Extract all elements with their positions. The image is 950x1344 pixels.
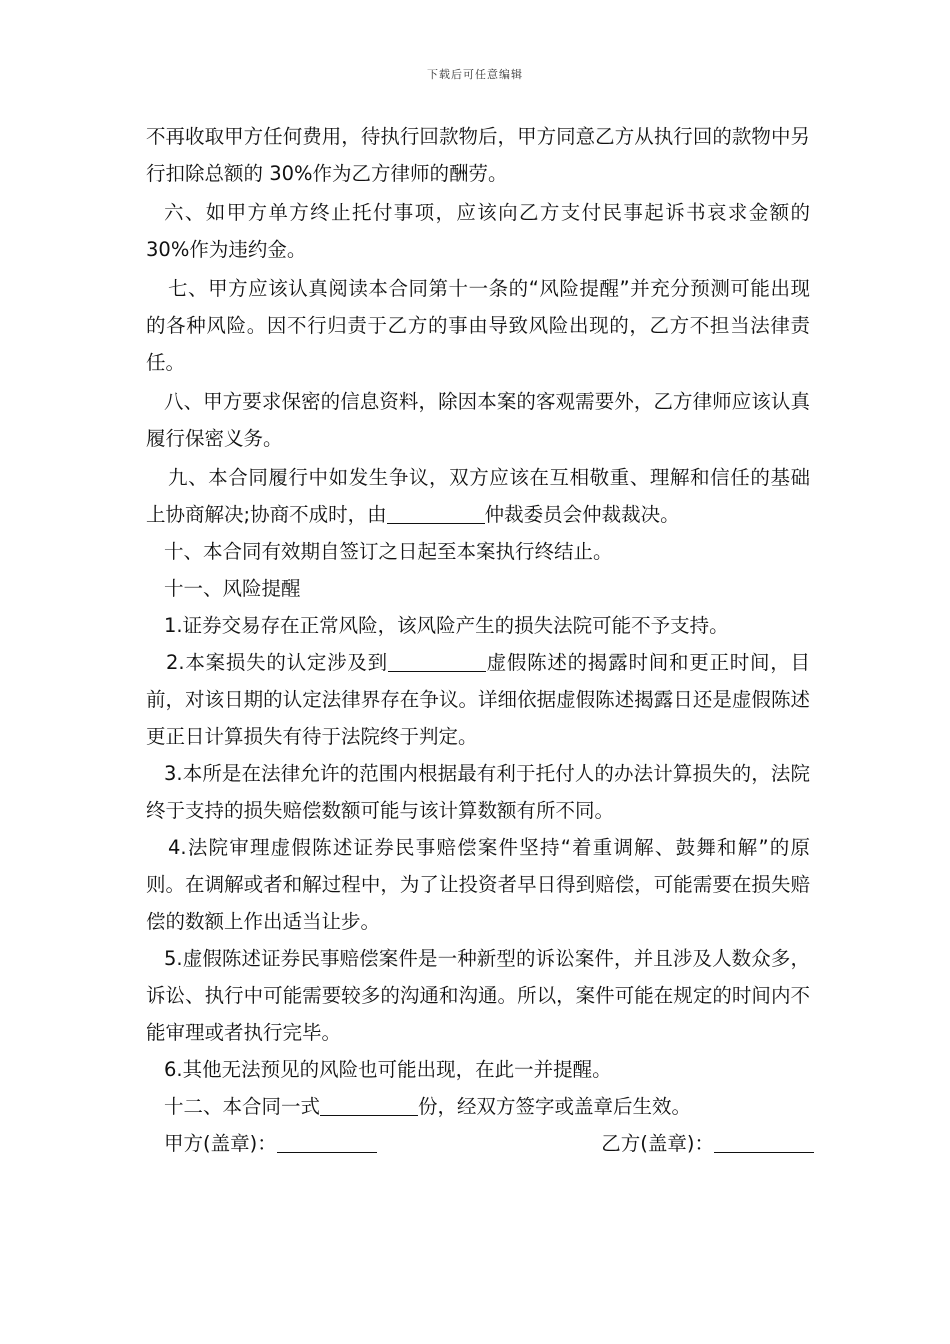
paragraph-risk-1: 1.证券交易存在正常风险，该风险产生的损失法院可能不予支持。 xyxy=(164,614,729,637)
paragraph-clause-10: 十、本合同有效期自签订之日起至本案执行终结止。 xyxy=(164,540,613,563)
party-a-signature xyxy=(164,1125,377,1162)
risk-2-text-before: 2.本案损失的认定涉及到 xyxy=(166,651,388,674)
disclosure-blank xyxy=(388,649,486,672)
paragraph-clause-12 xyxy=(146,1088,810,1125)
header-note: 下载后可任意编辑 xyxy=(427,68,523,81)
contract-body xyxy=(146,118,810,1162)
paragraph-clause-9 xyxy=(146,459,810,533)
clause-9-text-before: 九、本合同履行中如发生争议，双方应该在互相敬重、理解和信任的基础上协商解决;协商不成时，由 xyxy=(146,466,810,526)
party-b-label: 乙方(盖章)： xyxy=(601,1132,714,1155)
paragraph-risk-6: 6.其他无法预见的风险也可能出现，在此一并提醒。 xyxy=(164,1058,612,1081)
arbitration-blank xyxy=(387,501,485,524)
paragraph-fee-continuation: 不再收取甲方任何费用，待执行回款物后，甲方同意乙方从执行回的款物中另行扣除总额的 30%作为乙方律师的酬劳。 xyxy=(146,125,810,185)
paragraph-risk-2 xyxy=(146,644,810,755)
paragraph-clause-8: 八、甲方要求保密的信息资料，除因本案的客观需要外，乙方律师应该认真履行保密义务。 xyxy=(146,390,810,450)
party-b-blank xyxy=(714,1130,814,1153)
copies-blank xyxy=(320,1093,418,1116)
paragraph-clause-11-heading: 十一、风险提醒 xyxy=(164,577,301,600)
paragraph-risk-4: 4.法院审理虚假陈述证券民事赔偿案件坚持“着重调解、鼓舞和解”的原则。在调解或者和解过程中，为了让投资者早日得到赔偿，可能需要在损失赔偿的数额上作出适当让步。 xyxy=(146,836,810,933)
paragraph-clause-7: 七、甲方应该认真阅读本合同第十一条的“风险提醒”并充分预测可能出现的各种风险。因不行归责于乙方的事由导致风险出现的，乙方不担当法律责任。 xyxy=(146,277,810,374)
risk-2-text-after: 虚假陈述的揭露时间和更正时间，目前，对该日期的认定法律界存在争议。详细依据虚假陈述揭露日还是虚假陈述更正日计算损失有待于法院终于判定。 xyxy=(146,651,810,748)
paragraph-risk-5: 5.虚假陈述证券民事赔偿案件是一种新型的诉讼案件，并且涉及人数众多，诉讼、执行中可能需要较多的沟通和沟通。所以，案件可能在规定的时间内不能审理或者执行完毕。 xyxy=(146,947,810,1044)
clause-12-text-after: 份，经双方签字或盖章后生效。 xyxy=(418,1095,692,1118)
party-a-label: 甲方(盖章)： xyxy=(164,1132,277,1155)
party-a-blank xyxy=(277,1130,377,1153)
clause-12-text-before: 十二、本合同一式 xyxy=(164,1095,321,1118)
signature-row xyxy=(146,1125,814,1162)
paragraph-clause-6: 六、如甲方单方终止托付事项，应该向乙方支付民事起诉书哀求金额的 30%作为违约金。 xyxy=(146,201,810,261)
party-b-signature xyxy=(601,1125,814,1162)
clause-9-text-after: 仲裁委员会仲裁裁决。 xyxy=(484,503,680,526)
paragraph-risk-3: 3.本所是在法律允许的范围内根据最有利于托付人的办法计算损失的，法院终于支持的损失赔偿数额可能与该计算数额有所不同。 xyxy=(146,762,810,822)
